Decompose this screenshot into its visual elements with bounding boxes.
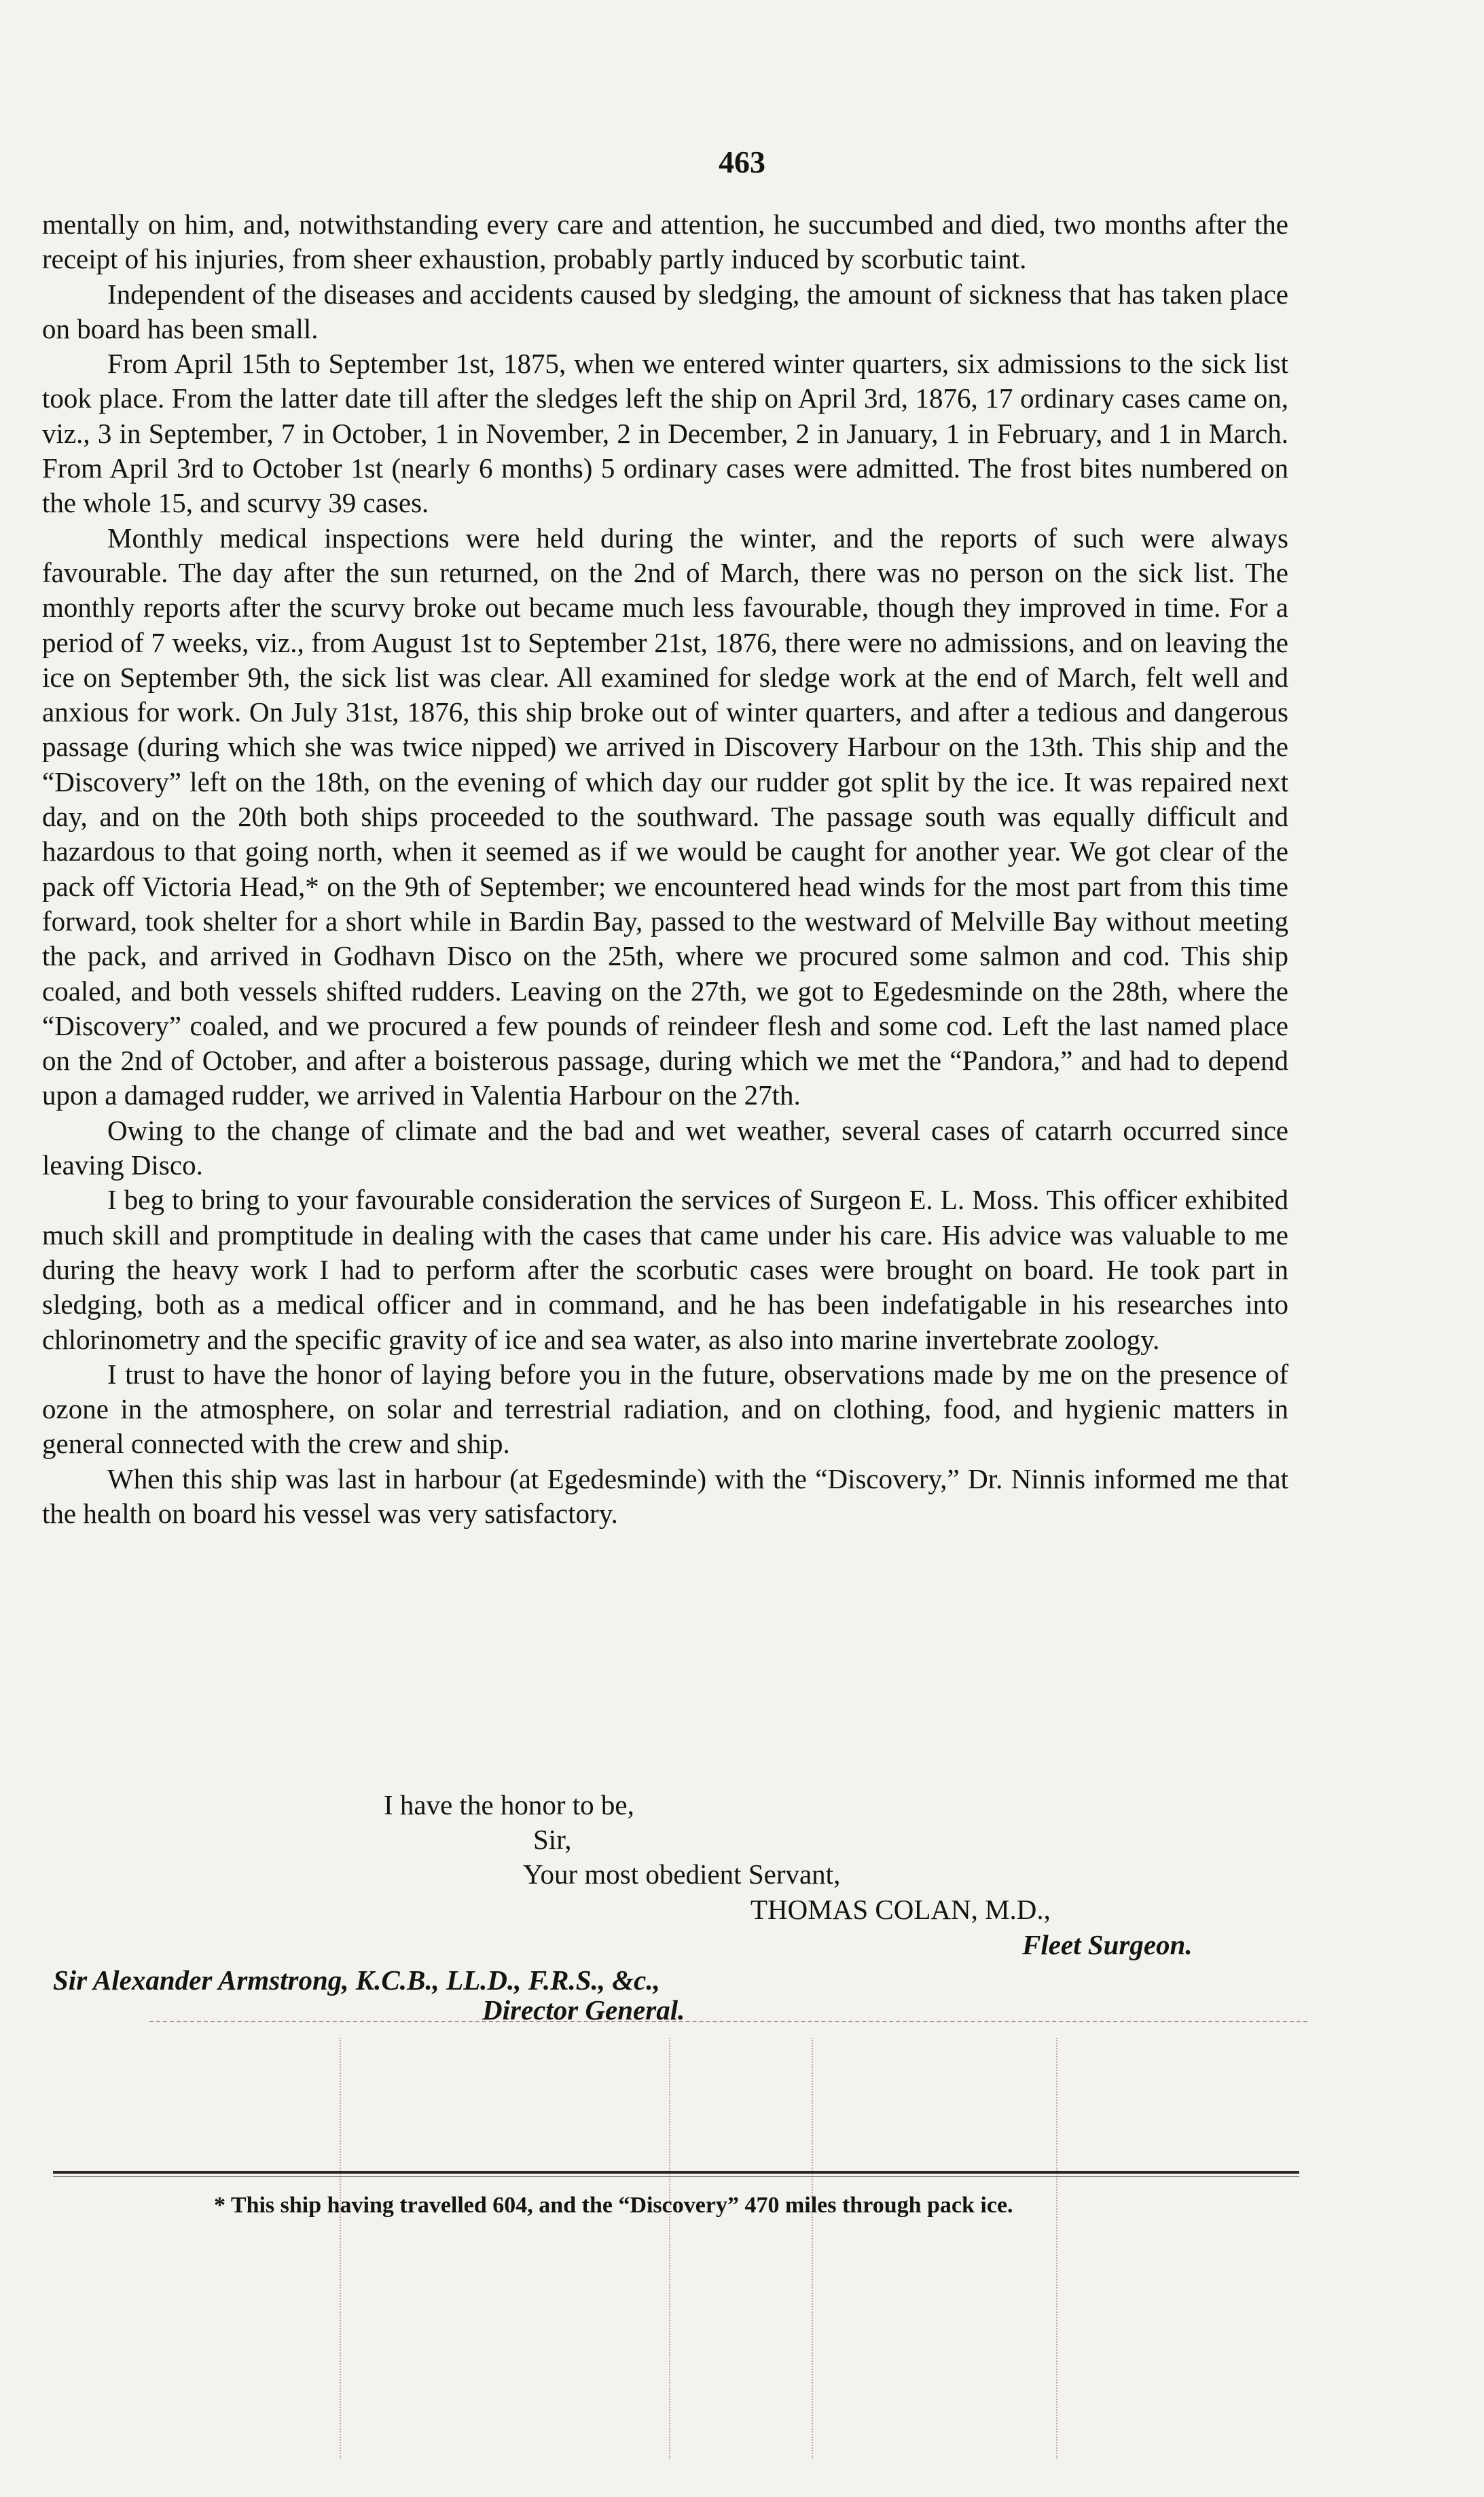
signer-title: Fleet Surgeon. — [1022, 1929, 1193, 1960]
footnote-rule — [53, 2171, 1299, 2174]
addressee-name: Sir Alexander Armstrong, K.C.B., LL.D., F.R.S., &c., — [53, 1964, 660, 1996]
show-through-column-line — [340, 2038, 341, 2459]
paragraph: Monthly medical inspections were held during the winter, and the reports of such were always favourable. The day after the sun returned, on the 2nd of March, there was no person on the sick list. The monthly reports after the scurvy broke out became much less favourable, though they improved in time. For a period of 7 weeks, viz., from August 1st to September 21st, 1876, there were no admissions, and on leaving the ice on September 9th, the sick list was clear. All examined for sledge work at the end of March, felt well and anxious for work. On July 31st, 1876, this ship broke out of winter quarters, and after a tedious and dangerous passage (during which she was twice nipped) we arrived in Discovery Harbour on the 13th. This ship and the “Discovery” left on the 18th, on the evening of which day our rudder got split by the ice. It was repaired next day, and on the 20th both ships proceeded to the southward. The passage south was equally difficult and hazardous to that going north, when it seemed as if we would be caught for another year. We got clear of the pack off Victoria Head,* on the 9th of September; we encountered head winds for the most part from this time forward, took shelter for a short while in Bardin Bay, passed to the westward of Melville Bay without meeting the pack, and arrived in Godhavn Disco on the 25th, where we procured some salmon and cod. This ship coaled, and both vessels shifted rudders. Leaving on the 27th, we got to Egedesminde on the 28th, where the “Discovery” coaled, and we procured a few pounds of reindeer flesh and some cod. Left the last named place on the 2nd of October, and after a boisterous passage, during which we met the “Pandora,” and had to depend upon a damaged rudder, we arrived in Valentia Harbour on the 27th. — [42, 522, 1288, 1111]
paragraph: I trust to have the honor of laying before you in the future, observations made by me on the presence of ozone in the atmosphere, on solar and terrestrial radiation, and on clothing, food, and hygienic matters in general connected with the crew and ship. — [42, 1358, 1288, 1460]
show-through-column-line — [812, 2038, 813, 2459]
paragraph: Independent of the diseases and accidents caused by sledging, the amount of sickness that has taken place on board has been small. — [42, 278, 1288, 344]
paragraph: When this ship was last in harbour (at Egedesminde) with the “Discovery,” Dr. Ninnis informed me that the health on board his vessel was very satisfactory. — [42, 1462, 1288, 1529]
footnote-rule-thin — [53, 2176, 1299, 2177]
closing-honor: I have the honor to be, — [384, 1789, 634, 1820]
closing-salutation: Sir, — [533, 1824, 572, 1855]
page-number: 463 — [719, 145, 765, 179]
paragraph: Owing to the change of climate and the bad and wet weather, several cases of catarrh occurred since leaving Disco. — [42, 1114, 1288, 1181]
paragraph: mentally on him, and, notwithstanding every care and attention, he succumbed and died, two months after the receipt of his injuries, from sheer exhaustion, probably partly induced by scorbutic taint. — [42, 209, 1288, 275]
footnote: * This ship having travelled 604, and the “Discovery” 470 miles through pack ice. — [214, 2193, 1013, 2218]
letter-body — [42, 207, 1288, 1531]
paragraph: From April 15th to September 1st, 1875, when we entered winter quarters, six admissions to the sick list took place. From the latter date till after the sledges left the ship on April 3rd, 1876, 17 ordinary cases came on, viz., 3 in September, 7 in October, 1 in November, 2 in December, 2 in January, 1 in February, and 1 in March. From April 3rd to October 1st (nearly 6 months) 5 ordinary cases were admitted. The frost bites numbered on the whole 15, and scurvy 39 cases. — [42, 348, 1288, 519]
addressee-title: Director General. — [482, 1994, 685, 2026]
show-through-column-line — [1056, 2038, 1057, 2459]
signer-name: THOMAS COLAN, M.D., — [750, 1894, 1051, 1925]
closing-servant: Your most obedient Servant, — [523, 1858, 841, 1890]
show-through-column-line — [669, 2038, 670, 2459]
signature-rule — [149, 2021, 1307, 2022]
paragraph: I beg to bring to your favourable consideration the services of Surgeon E. L. Moss. This officer exhibited much skill and promptitude in dealing with the cases that came under his care. His advice was valuable to me during the heavy work I had to perform after the scorbutic cases were brought on board. He took part in sledging, both as a medical officer and in command, and he has been indefatigable in his researches into chlorinometry and the specific gravity of ice and sea water, as also into marine invertebrate zoology. — [42, 1184, 1288, 1355]
